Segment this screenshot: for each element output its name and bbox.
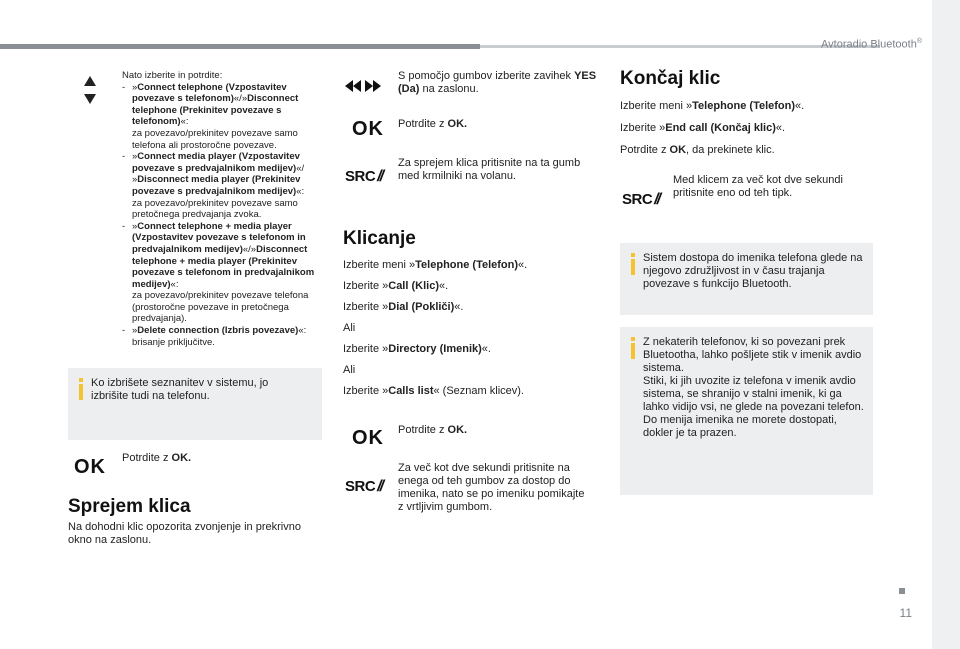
end-call-step: Izberite »End call (Končaj klic)«. <box>620 122 786 134</box>
confirm-ok-text: Potrdite z OK. <box>398 118 468 130</box>
section-title-calling: Klicanje <box>343 228 416 249</box>
list-item: - »Connect telephone + media player (Vzpostavitev povezave s telefonom in predvajalnikom medijev)«/»Disconnect telephone + media player (Prekinitev povezave s telefonom in predvajalnikom medijev)«: za povezavo/prekinitev povezave telefona (prostoročne povezave in pretočnega predvajanja). <box>122 220 315 325</box>
end-call-step: Potrdite z OK, da prekinete klic. <box>620 144 775 156</box>
header-rule-light <box>480 45 880 48</box>
page-number: 11 <box>899 606 912 620</box>
answer-call-instruction: Za sprejem klica pritisnite na ta gumb med krmilniki na volanu. <box>398 157 581 182</box>
info-box-directory-access <box>620 243 873 315</box>
src-steering-button-icon: SRC // <box>345 168 383 185</box>
end-call-step: Izberite meni »Telephone (Telefon)«. <box>620 100 805 112</box>
calling-step: Izberite »Calls list« (Seznam klicev). <box>343 385 524 397</box>
info-box-text: Ko izbrišete seznanitev v sistemu, jo izbrišite tudi na telefonu. <box>91 377 269 402</box>
info-box-contacts <box>620 327 873 495</box>
calling-step: Izberite »Directory (Imenik)«. <box>343 343 491 355</box>
page-margin-strip <box>932 0 960 649</box>
info-box-text: Sistem dostopa do imenika telefona glede na njegovo združljivost in v času trajanja povezave s funkcijo Bluetooth. <box>643 252 863 290</box>
calling-step: Izberite »Dial (Pokliči)«. <box>343 301 464 313</box>
confirm-ok-text: Potrdite z OK. <box>122 452 192 464</box>
calling-step: Ali <box>343 322 356 334</box>
section-title-end-call: Končaj klic <box>620 68 721 89</box>
header-rule-dark <box>0 44 480 49</box>
left-options-list <box>122 70 322 348</box>
continuation-marker <box>899 588 905 594</box>
info-box-paragraph: Z nekaterih telefonov, ki so povezani prek Bluetootha, lahko pošljete stik v imenik avdio sistema. <box>643 336 862 374</box>
ok-button-icon: OK <box>74 456 106 478</box>
directory-instruction: Za več kot dve sekundi pritisnite na enega od teh gumbov za dostop do imenika, nato se po imeniku pomikajte z vrtljivim gumbom. <box>398 462 585 513</box>
running-header <box>821 38 922 51</box>
arrow-down-icon <box>84 94 96 104</box>
end-call-src-instruction: Med klicem za več kot dve sekundi pritisnite eno od teh tipk. <box>673 174 843 199</box>
ok-button-icon: OK <box>352 427 384 449</box>
registered-mark: ® <box>916 38 922 45</box>
info-box-paragraph: Stiki, ki jih uvozite iz telefona v imenik avdio sistema, se shranijo v stalni imenik, ki ga lahko vidijo vsi, ne glede na povezani telefon. <box>643 375 864 413</box>
calling-step: Izberite meni »Telephone (Telefon)«. <box>343 259 528 271</box>
running-header-text: Avtoradio Bluetooth <box>821 38 917 51</box>
left-intro: Nato izberite in potrdite: <box>122 70 223 81</box>
info-icon <box>77 378 85 400</box>
src-steering-button-icon: SRC // <box>345 478 383 495</box>
src-steering-button-icon: SRC // <box>622 191 660 208</box>
info-box-delete-pairing <box>68 368 322 440</box>
list-item: - »Connect media player (Vzpostavitev povezave s predvajalnikom medijev)«/ »Disconnect media player (Prekinitev povezave s predvajalnikom medijev)«: za povezavo/prekinitev povezave samo pretočnega predvajanja zvoka. <box>122 151 305 221</box>
list-item: - »Connect telephone (Vzpostavitev povezave s telefonom)«/»Disconnect telephone (Prekinitev povezave s telefonom)«: za povezavo/prekinitev povezave samo telefona ali prostoročne povezave. <box>122 81 299 151</box>
calling-step: Ali <box>343 364 356 376</box>
info-icon <box>629 253 637 275</box>
section-body-incoming-call: Na dohodni klic opozorita zvonjenje in prekrivno okno na zaslonu. <box>68 521 301 546</box>
section-title-incoming-call: Sprejem klica <box>68 496 191 517</box>
info-icon <box>629 337 637 359</box>
arrow-up-icon <box>84 76 96 86</box>
confirm-ok-text: Potrdite z OK. <box>398 424 468 436</box>
list-item: - »Delete connection (Izbris povezave)«: brisanje priključitve. <box>122 325 307 348</box>
info-box-paragraph: Do menija imenika ne morete dostopati, dokler je ta prazen. <box>643 414 837 439</box>
seek-instruction: S pomočjo gumbov izberite zavihek YES (Da) na zaslonu. <box>398 70 597 95</box>
end-call-steps <box>620 100 880 166</box>
calling-steps <box>343 259 603 406</box>
ok-button-icon: OK <box>352 118 384 140</box>
seek-buttons-icon <box>345 80 381 92</box>
info-box-contacts-text <box>643 336 869 440</box>
up-down-arrows-icon <box>84 76 96 104</box>
calling-step: Izberite »Call (Klic)«. <box>343 280 449 292</box>
